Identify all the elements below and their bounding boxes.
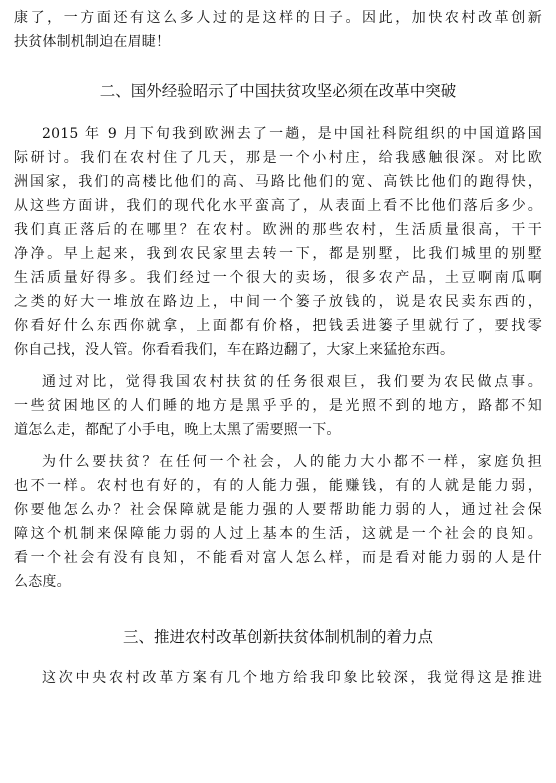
paragraph-line: 这次中央农村改革方案有几个地方给我印象比较深，我觉得这是推进 bbox=[42, 670, 542, 686]
paragraph-line: 道怎么走，都配了小手电，晚上太黑了需要照一下。 bbox=[14, 422, 341, 438]
paragraph-line: 通过对比，觉得我国农村扶贫的任务很艰巨，我们要为农民做点事。 bbox=[42, 374, 542, 390]
section-two-heading: 二、国外经验昭示了中国扶贫攻坚必须在改革中突破 bbox=[99, 82, 457, 100]
paragraph-four bbox=[14, 666, 542, 690]
paragraph-line: 2015 年 9 月下旬我到欧洲去了一趟，是中国社科院组织的中国道路国 bbox=[42, 126, 542, 142]
paragraph-line: 之类的好大一堆放在路边上，中间一个篓子放钱的，说是农民卖东西的， bbox=[14, 294, 542, 310]
paragraph-line: 净净。早上起来，我到农民家里去转一下，都是别墅，比我们城里的别墅 bbox=[14, 246, 542, 262]
paragraph-line: 从这些方面讲，我们的现代化水平蛮高了，从表面上看不比他们落后多少。 bbox=[14, 198, 542, 214]
paragraph-line: 洲国家，我们的高楼比他们的高、马路比他们的宽、高铁比他们的跑得快， bbox=[14, 174, 542, 190]
paragraph-line: 我们真正落后的在哪里？在农村。欧洲的那些农村，生活质量很高，干干 bbox=[14, 222, 542, 238]
paragraph-line: 也不一样。农村也有好的，有的人能力强，能赚钱，有的人就是能力弱， bbox=[14, 478, 542, 494]
paragraph-two bbox=[14, 370, 542, 442]
paragraph-line: 你看好什么东西你就拿，上面都有价格，把钱丢进篓子里就行了，要找零 bbox=[14, 318, 542, 334]
intro-line: 扶贫体制机制迫在眉睫！ bbox=[14, 34, 171, 50]
paragraph-line: 一些贫困地区的人们睡的地方是黑乎乎的，是光照不到的地方，路都不知 bbox=[14, 398, 542, 414]
section-three-heading: 三、推进农村改革创新扶贫体制机制的着力点 bbox=[122, 628, 433, 646]
paragraph-line: 你自己找，没人管。你看看我们，车在路边翻了，大家上来猛抢东西。 bbox=[14, 342, 455, 358]
intro-line: 康了，一方面还有这么多人过的是这样的日子。因此，加快农村改革创新 bbox=[14, 10, 542, 26]
paragraph-line: 你要他怎么办？社会保障就是能力强的人要帮助能力弱的人，通过社会保 bbox=[14, 502, 542, 518]
paragraph-line: 障这个机制来保障能力弱的人过上基本的生活，这就是一个社会的良知。 bbox=[14, 526, 542, 542]
paragraph-three bbox=[14, 450, 542, 594]
paragraph-line: 际研讨。我们在农村住了几天，那是一个小村庄，给我感触很深。对比欧 bbox=[14, 150, 542, 166]
paragraph-one bbox=[14, 122, 542, 362]
paragraph-line: 生活质量好得多。我们经过一个很大的卖场，很多农产品，土豆啊南瓜啊 bbox=[14, 270, 542, 286]
paragraph-line: 为什么要扶贫？在任何一个社会，人的能力大小都不一样，家庭负担 bbox=[42, 454, 542, 470]
paragraph-line: 么态度。 bbox=[14, 574, 71, 590]
paragraph-line: 看一个社会有没有良知，不能看对富人怎么样，而是看对能力弱的人是什 bbox=[14, 550, 542, 566]
